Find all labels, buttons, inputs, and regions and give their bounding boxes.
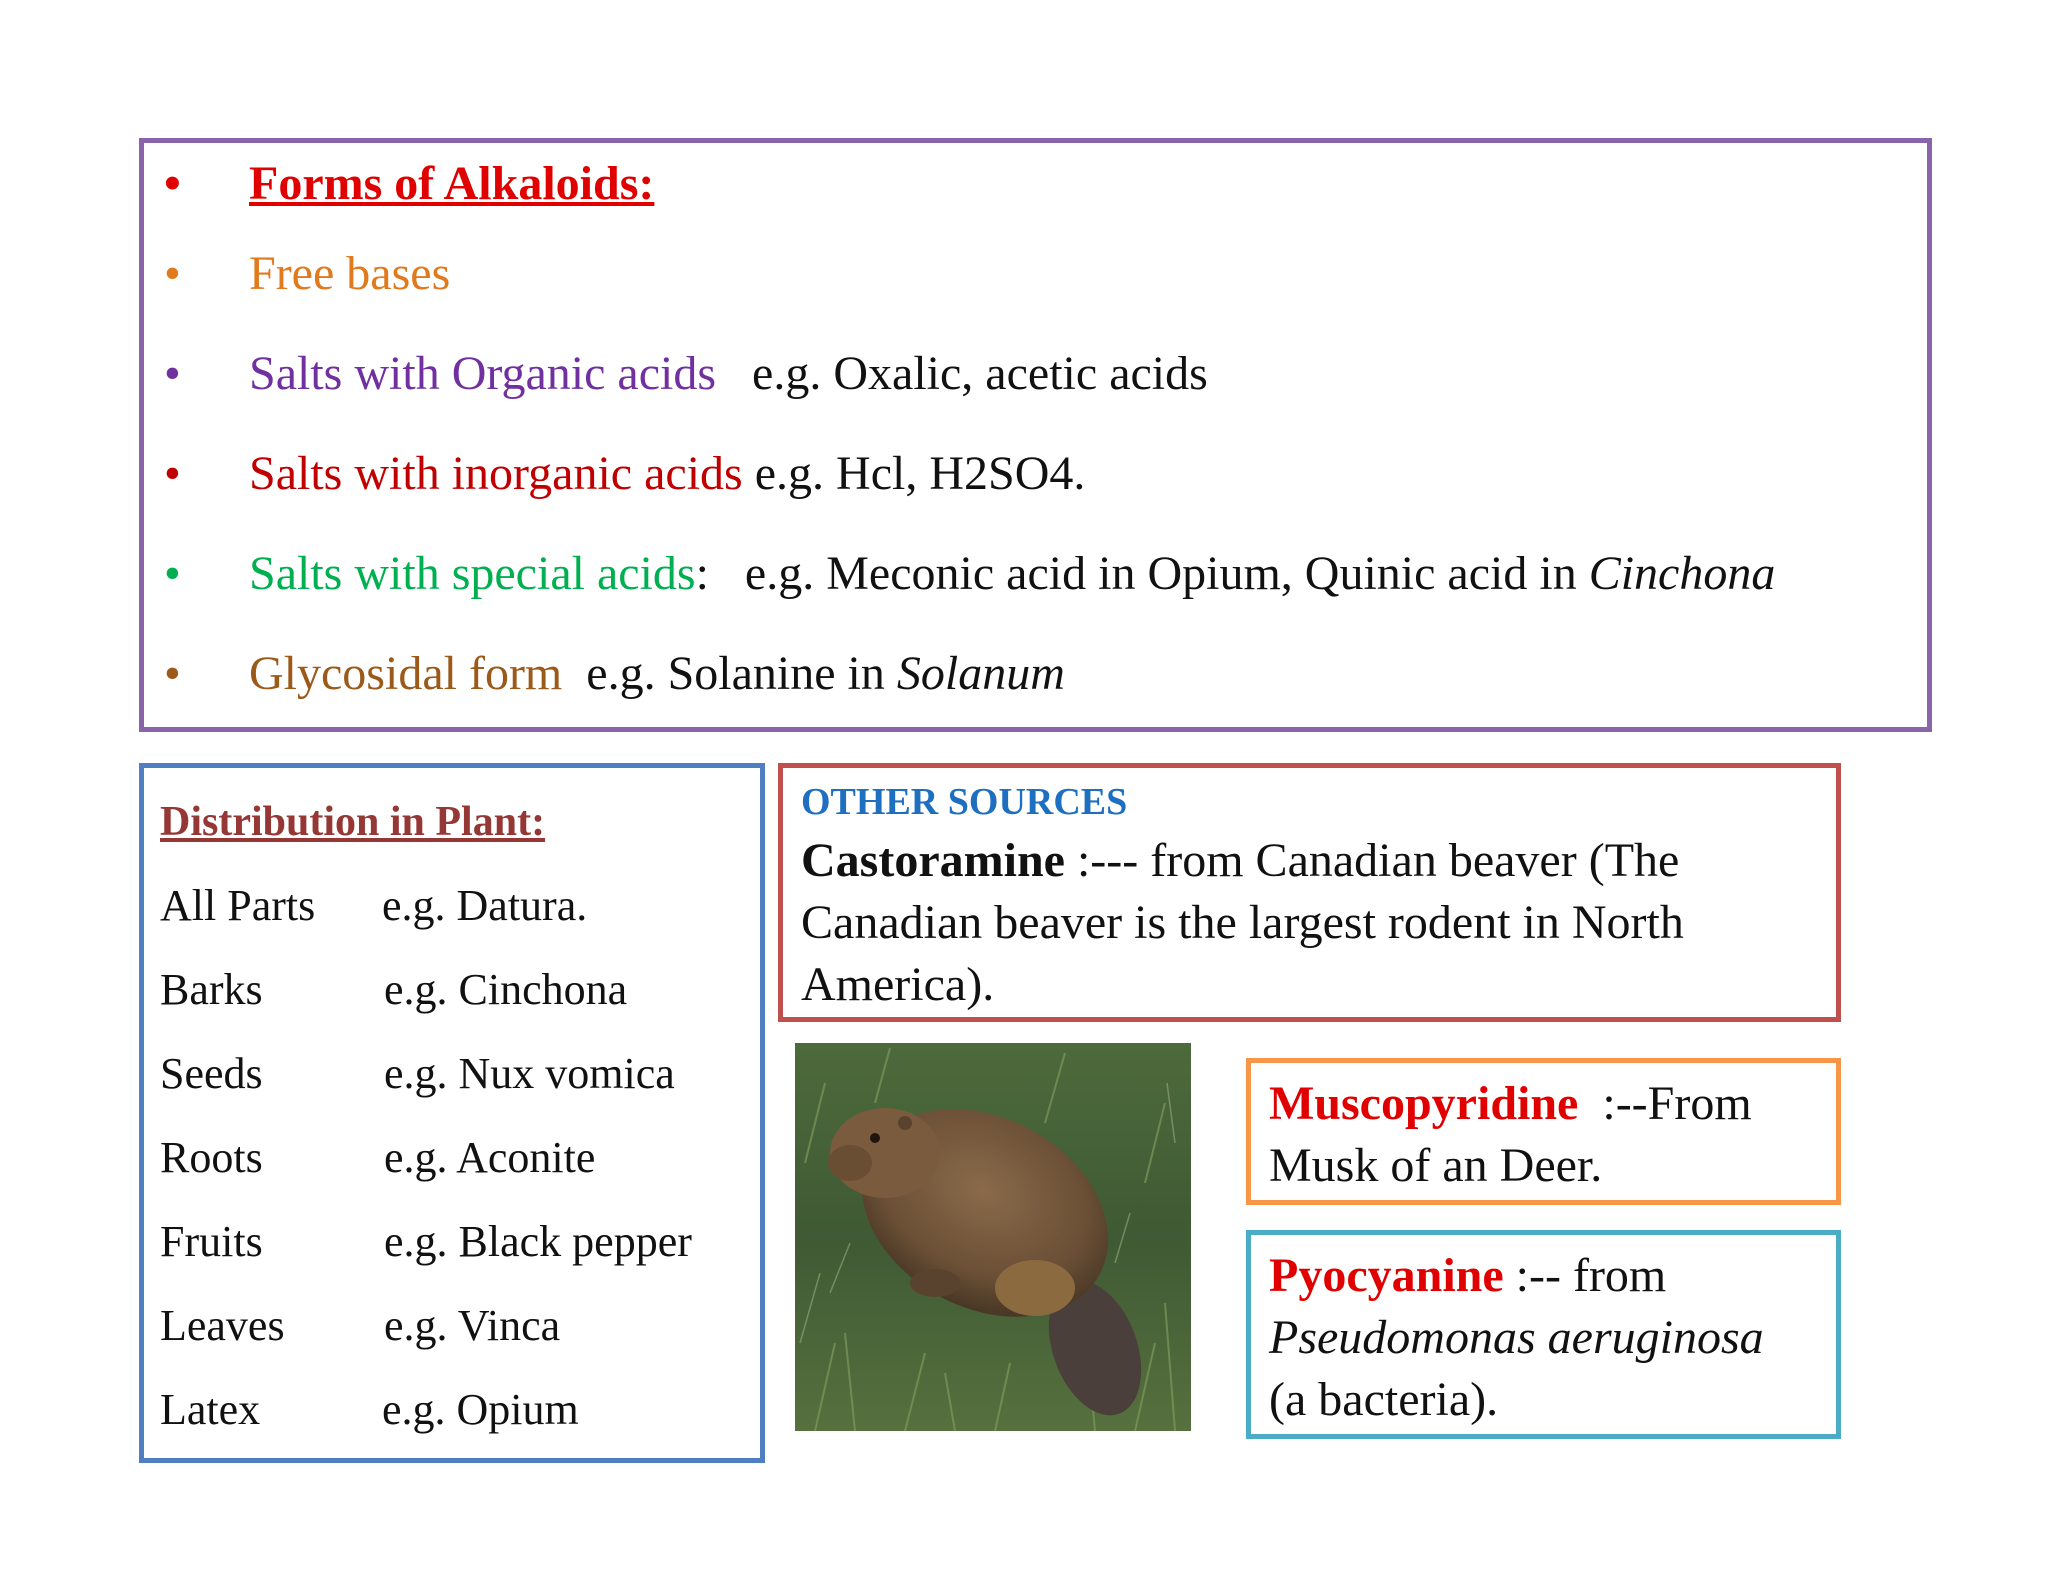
distribution-title: Distribution in Plant: bbox=[160, 799, 546, 845]
plant-part: Leaves bbox=[160, 1301, 285, 1350]
pyocyanine-organism: Pseudomonas aeruginosa bbox=[1269, 1311, 1764, 1364]
plant-example: e.g. Opium bbox=[382, 1385, 579, 1434]
castoramine-name: Castoramine bbox=[801, 834, 1065, 887]
plant-part: Seeds bbox=[160, 1049, 263, 1098]
pyocyanine-box bbox=[1246, 1230, 1841, 1439]
plant-example: e.g. Nux vomica bbox=[384, 1049, 675, 1098]
bullet-icon: • bbox=[164, 347, 181, 400]
item-label: Salts with inorganic acids bbox=[249, 447, 743, 500]
bullet-icon: • bbox=[164, 647, 181, 700]
bullet-icon: • bbox=[164, 247, 181, 300]
other-sources-title: OTHER SOURCES bbox=[801, 781, 1128, 823]
item-example: e.g. Oxalic, acetic acids bbox=[752, 347, 1208, 400]
item-example-italic: Solanum bbox=[896, 647, 1065, 700]
item-label: Glycosidal form bbox=[249, 647, 563, 700]
beaver-photo bbox=[795, 1043, 1191, 1431]
forms-of-alkaloids-box: • Forms of Alkaloids: • Free bases • Salts with Organic acids e.g. Oxalic, acetic acids • Salts with inorganic acids e.g. Hcl, H2SO4. • Salts with special acids: e.g. Meconic acid in Opium, Quinic acid in Cinchona • Glycosidal form e.g. Solanine in Solanum bbox=[139, 138, 1932, 732]
plant-part: Fruits bbox=[160, 1217, 263, 1266]
muscopyridine-name: Muscopyridine bbox=[1269, 1077, 1579, 1130]
plant-part: Latex bbox=[160, 1385, 261, 1434]
muscopyridine-line2: Musk of an Deer. bbox=[1269, 1139, 1603, 1192]
item-example: e.g. Meconic acid in Opium, Quinic acid in bbox=[744, 547, 1577, 600]
item-example: e.g. Solanine in bbox=[586, 647, 885, 700]
plant-example: e.g. Aconite bbox=[384, 1133, 596, 1182]
pyocyanine-line3: (a bacteria). bbox=[1269, 1373, 1499, 1426]
item-label: Salts with special acids bbox=[249, 547, 696, 600]
item-example: e.g. Hcl, H2SO4. bbox=[754, 447, 1086, 500]
pyocyanine-name: Pyocyanine bbox=[1269, 1249, 1504, 1302]
bullet-icon: • bbox=[164, 447, 181, 500]
item-label: Salts with Organic acids bbox=[249, 347, 717, 400]
distribution-box bbox=[139, 763, 765, 1463]
forms-heading: Forms of Alkaloids: bbox=[249, 157, 655, 210]
bullet-icon: • bbox=[164, 157, 181, 210]
plant-example: e.g. Vinca bbox=[384, 1301, 561, 1350]
bullet-icon: • bbox=[164, 547, 181, 600]
item-example-italic: Cinchona bbox=[1588, 547, 1776, 600]
muscopyridine-box bbox=[1246, 1058, 1841, 1205]
plant-part: Roots bbox=[160, 1133, 263, 1182]
plant-example: e.g. Datura. bbox=[382, 881, 588, 930]
plant-part: Barks bbox=[160, 965, 263, 1014]
other-sources-box bbox=[778, 763, 1841, 1022]
castoramine-description: :--- from Canadian beaver (The Canadian beaver is the largest rodent in North America). bbox=[801, 834, 1684, 1011]
pyocyanine-line1: Pyocyanine :-- from bbox=[1269, 1249, 1667, 1302]
plant-part: All Parts bbox=[160, 881, 316, 930]
item-label: Free bases bbox=[249, 247, 451, 300]
plant-example: e.g. Black pepper bbox=[384, 1217, 692, 1266]
muscopyridine-line1: Muscopyridine :--From bbox=[1269, 1077, 1752, 1130]
plant-example: e.g. Cinchona bbox=[384, 965, 628, 1014]
castoramine-text bbox=[801, 830, 1821, 1016]
